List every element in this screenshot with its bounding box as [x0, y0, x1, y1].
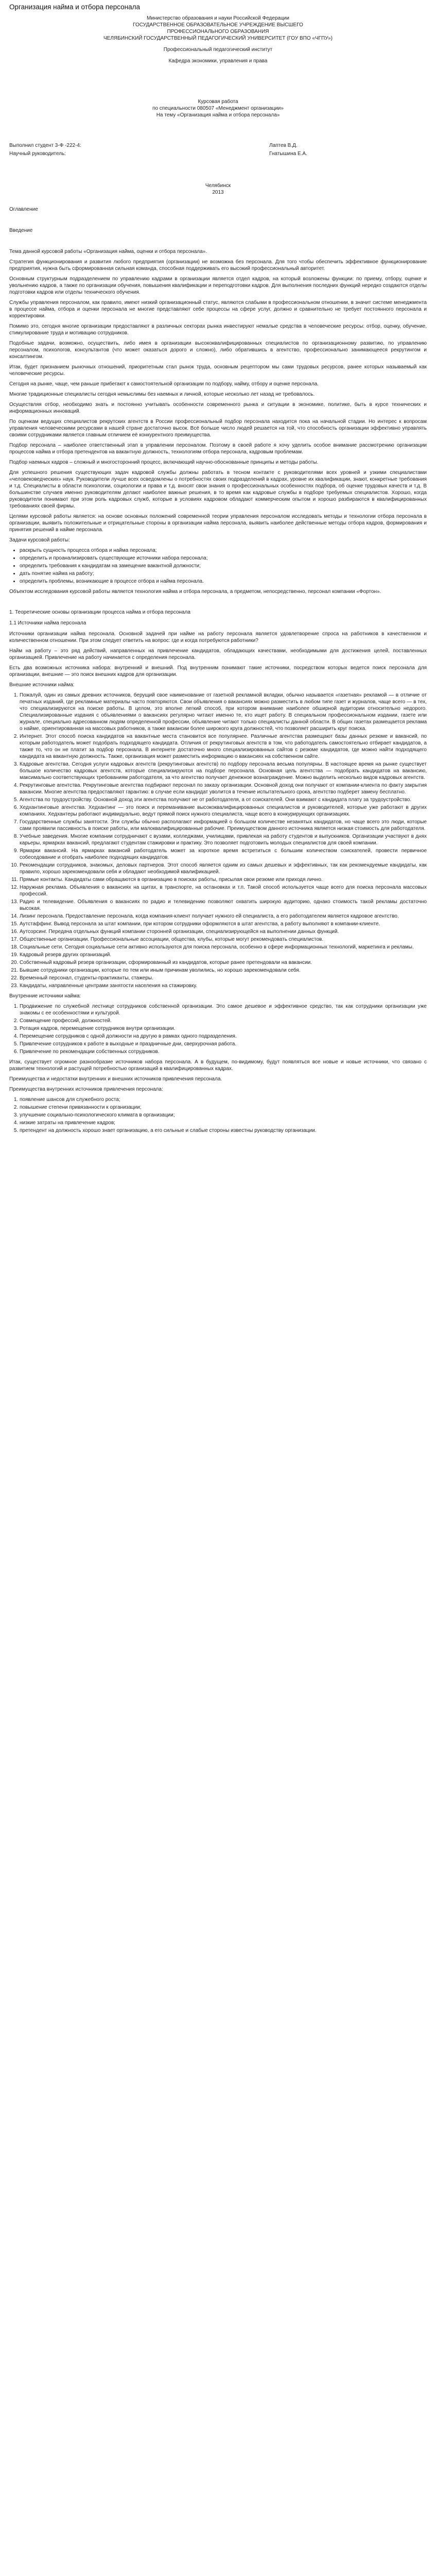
ministry-line: Министерство образования и науки Российской Федерации: [147, 15, 289, 21]
list-item: 2. Интернет. Этот способ поиска кандидатов на вакантные места становится все популярнее. Различные агентства размещают базы данных резюме и вакансий, по которым работодатель может подобрать подходящего кандидата. Отличия от рекрутинговых агентств в том, что работодатель самостоятельно отбирает кандидатов, а также то, что он не платит за подбор персонала. В интернете достаточно много специализированных сайтов с резюме кандидатов, где можно найти подходящего кандидата на вакантную должность. Также, организация может разместить информацию о вакансиях на собственном сайте.: [20, 733, 427, 760]
list-item: • определить проблемы, возникающие в процессе отбора и найма персонала.: [20, 578, 427, 585]
advantages-list: [9, 1096, 427, 1134]
list-item: 18. Социальные сети. Сегодня социальные сети активно используются для поиска персонала, особенно в сфере информационных технологий, маркетинга и рекламы.: [20, 944, 427, 951]
document-title: Организация найма и отбора персонала: [9, 3, 140, 11]
chapter-paragraph: Есть два возможных источника набора: внутренний и внешний. Под внутренним понимают такие источники, посредством которых ведется поиск персонала для организации, внешние — это поиск внешних кадров для организации.: [9, 665, 427, 677]
advisor-label: Научный руководитель:: [9, 151, 66, 157]
list-item: • определить и проанализировать существующие источники набора персонала;: [20, 555, 427, 562]
city-line: Челябинск: [205, 183, 231, 189]
advisor-row: [9, 150, 427, 157]
list-item: 5. претендент на должность хорошо знает организацию, а его сильные и слабые стороны известны руководству организации.: [20, 1127, 427, 1134]
chapter-section: [9, 609, 427, 1134]
list-item: 4. Рекрутинговые агентства. Рекрутинговые агентства подбирают персонал по заказу организации. Основной доход они получают от компании-клиента по факту закрытия вакансии. Многие агентства предоставляют гарантию: в случае если кандидат уволится в течение испытательного срока, агентство подберет замену бесплатно.: [20, 782, 427, 795]
list-item: • определить требования к кандидатам на замещение вакантной должности;: [20, 563, 427, 569]
department-line: Кафедра экономики, управления и права: [168, 58, 268, 64]
list-item: 20. Собственный кадровый резерв организации, сформированный из кандидатов, которые ранее претендовали на вакансии.: [20, 959, 427, 966]
intro-paragraph: Стратегия функционирования и развития любого предприятия (организации) не возможна без персонала. Для того чтобы обеспечить эффективное функционирование предприятия, нужна быть сформированная сильная команда, способная поддерживать его высокий профессиональный авторитет.: [9, 259, 427, 272]
list-item: 23. Кандидаты, направленные центрами занятости населения на стажировку.: [20, 982, 427, 989]
list-item: 6. Привлечение по рекомендации собственных сотрудников.: [20, 1048, 427, 1055]
list-item: 5. Привлечение сотрудников к работе в выходные и праздничные дни, сверхурочная работа.: [20, 1041, 427, 1047]
advantages-label: Преимущества внутренних источников привлечения персонала:: [9, 1087, 163, 1092]
external-sources-label: Внешние источники найма:: [9, 682, 75, 688]
intro-paragraph: Целями курсовой работы является: на основе основных положений современной теории управления персоналом исследовать методы и технологии отбора персонала в организации, выявить положительные и отрицательные стороны в организации найма персонала, выявить наиболее действенные методы отбора кадров, формирования и принятия решений в найме персонала.: [9, 514, 427, 533]
student-row: [9, 142, 427, 149]
internal-sources-label: Внутренние источники найма:: [9, 993, 81, 999]
chapter-paragraph: Найм на работу – это ряд действий, направленных на привлечение кандидатов, обладающих качествами, необходимыми для достижения целей, поставленных организацией. Привлечение на работу начинается с определения персонала.: [9, 648, 427, 660]
list-item: 11. Прямые контакты. Кандидаты сами обращаются в организацию в поисках работы, присылая свои резюме или приходя лично.: [20, 876, 427, 883]
list-item: 15. Аутстаффинг. Вывод персонала за штат компании, при котором сотрудники оформляются в штат агентства, а работу выполняют в компании-клиенте.: [20, 921, 427, 927]
student-name: Лаптев В.Д.: [269, 143, 298, 148]
topic-line: На тему «Организация найма и отбора персонала»: [156, 112, 280, 118]
list-item: 2. повышение степени привязанности к организации;: [20, 1104, 427, 1111]
list-item: 1. Продвижение по служебной лестнице сотрудников собственной организации. Это самое дешевое и эффективное средство, так как сотрудники организации уже знакомы с ее особенностями и культурой.: [20, 1003, 427, 1016]
closing-paragraph: Преимущества и недостатки внутренних и внешних источников привлечения персонала.: [9, 1076, 222, 1082]
list-item: 17. Общественные организации. Профессиональные ассоциации, общества, клубы, которые могут рекомендовать специалистов.: [20, 936, 427, 943]
institution-line-2: ПРОФЕССИОНАЛЬНОГО ОБРАЗОВАНИЯ: [167, 29, 269, 35]
list-item: 1. появление шансов для служебного роста;: [20, 1096, 427, 1103]
chapter-paragraph: Источники организации найма персонала. Основной задачей при найме на работу персонала является удовлетворение спроса на работников в качественном и количественном отношении. При этом следует ответить на вопрос: где и когда потребуются работники?: [9, 631, 427, 643]
list-item: 19. Кадровый резерв других организаций.: [20, 952, 427, 958]
list-item: 3. Кадровые агентства. Сегодня услуги кадровых агентств (рекрутинговых агентств) по подбору персонала весьма популярны. В настоящее время на рынке существует большое количество кадровых агентств, которые специализируются на подборе персонала. Основная цель агентства — подобрать кандидатов на вакансию, максимально соответствующих требованиям работодателя, за что агентство получает денежное вознаграждение. Можно выделить несколько видов кадровых агентств.: [20, 761, 427, 781]
tasks-intro: Задачи курсовой работы:: [9, 537, 70, 543]
intro-paragraph: Подбор наемных кадров – сложный и многосторонний процесс, включающий научно-обоснованные принципы и методы работы.: [9, 460, 319, 465]
intro-paragraph: Многие традиционные специалисты сегодня немыслимы без наемных и личной, которые несколько лет назад не требовалось.: [9, 392, 315, 397]
list-item: 21. Бывшие сотрудники организации, которые по тем или иным причинам уволились, но хорошо зарекомендовали себя.: [20, 967, 427, 974]
list-item: 3. Ротация кадров, перемещение сотрудников внутри организации.: [20, 1025, 427, 1032]
list-item: 16. Аутсорсинг. Передача отдельных функций компании сторонней организации, специализирующейся на выполнении данных функций.: [20, 928, 427, 935]
list-item: 7. Государственные службы занятости. Эти службы обычно располагают информацией о большом количестве незанятых кандидатов, но чаще всего это люди, которые сами проявили пассивность в поиске работы, или малоквалифицированные рабочие. Преимуществом данного источника является низкая стоимость для работодателя.: [20, 819, 427, 832]
chapter-heading: 1. Теоретические основы организации процесса найма и отбора персонала: [9, 609, 190, 615]
specialty-line: по специальности 080507 «Менеджмент организации»: [152, 106, 284, 111]
intro-paragraph: Подбор персонала – наиболее ответственный этап в управлении персоналом. Поэтому в своей работе я хочу уделить особое внимание рассмотрению организации процессов найма и отбора претендентов на вакантную должность, технологиям отбора персонала, кадровым проблемам.: [9, 443, 427, 455]
intro-paragraph: Сегодня на рынке, чаще, чем раньше прибегают к самостоятельной организации по подбору, найму, отбору и оценке персонала.: [9, 381, 319, 387]
advisor-name: Гнатышина Е.А.: [269, 151, 307, 157]
intro-section: [9, 248, 427, 595]
list-item: 22. Временный персонал, студенты-практиканты, стажеры.: [20, 975, 427, 981]
university-line: ЧЕЛЯБИНСКИЙ ГОСУДАРСТВЕННЫЙ ПЕДАГОГИЧЕСКИЙ УНИВЕРСИТЕТ (ГОУ ВПО «ЧГПУ»): [103, 36, 333, 41]
intro-heading: Введение: [9, 228, 33, 233]
intro-paragraph: Для успешного решения существующих задач кадровой службы должны работать в тесном контакте с руководителями всех уровней и узкими специалистами «человековедческих» наук. Руководители лучше всех осведомлены о потребностях своих подразделений в кадрах, уровне их квалификации, знают, конкретные требования и т.д. Специалисты в области психологии, социологии и права и т.д. вносят свои знания о профессиональных особенностях подбора, об оценке трудовых качеств и т.д. В большинстве случаев именно руководителям делают наиболее важные решения, в то время как кадровые службы в подборе требуемых специалистов. Хорошо, когда руководители понимают при этом роль кадровых служб, которые в условиях кадровом обладают коммерческим опытом и хорошо разбираются в квалифицированных требованиях своей фирмы.: [9, 470, 427, 509]
intro-paragraph: Службы управления персоналом, как правило, имеют низкий организационный статус, являются слабыми в профессиональном отношении, в значит системе менеджмента в процессе найма, отбора и оценки персонала не многие представляют себе процессы на сфере услуг, должно и сравнительно не требует постоянного персонала и корректировки.: [9, 300, 427, 319]
list-item: 8. Учебные заведения. Многие компании сотрудничают с вузами, колледжами, училищами, привлекая на работу студентов и выпускников. Организации участвуют в днях карьеры, ярмарках вакансий, предлагают студентам стажировки и практику. Это позволяет подготовить молодых специалистов для своей компании.: [20, 833, 427, 846]
intro-paragraph: По оценкам ведущих специалистов рекрутских агентств в России профессиональный подбор персонала находится пока на начальной стадии. Но интерес к вопросам управления человеческими ресурсами в нашей стране достаточно высок. Всё больше число людей решается на той, что способность организации эффективно управлять своими сотрудниками является главным отличием её конкурентного преимущества.: [9, 419, 427, 438]
intro-paragraph: Осуществляя отбор, необходимо знать и постоянно учитывать особенности современного рынка и ситуации в экономике, политике, быть в курсе технических и информационных инноваций.: [9, 402, 427, 414]
student-label: Выполнил студент 3-Ф -222-4:: [9, 143, 81, 148]
list-item: 1. Пожалуй, один из самых древних источников, берущий свое наименование от газетной рекламной вкладки, обычно называется «газетная» рекламой — в отличие от печатных изданий, где рекламные материалы часто повторяются. Свои объявления о вакансиях можно разместить в любом типе газет и журналов, чаще всего — в тех, что специализируются на поиске работы. В целом, это вполне легкий способ, при котором внимание наиболее обширной аудитории относительно недорого. Специализированные издания с объявлениями о вакансиях регулярно читают именно те, кто ищет работу. В специальном профессиональном издании, газете или журнале, специально адресованном людям определенной профессии, объявление читают только специалисты данной области. В общих газетах размещается реклама о найме, ориентированная на массовых работников, а также вакансии более широкого круга должностей, что позволяет расширить круг поиска.: [20, 692, 427, 732]
list-item: 9. Ярмарки вакансий. На ярмарках вакансий работодатель может за короткое время встретиться с большим количеством соискателей, провести первичное собеседование и отобрать наиболее подходящих кандидатов.: [20, 848, 427, 861]
institution-line-1: ГОСУДАРСТВЕННОЕ ОБРАЗОВАТЕЛЬНОЕ УЧРЕЖДЕНИЕ ВЫСШЕГО: [133, 22, 303, 28]
title-page-header: [9, 15, 427, 64]
tasks-list: [9, 547, 427, 585]
intro-paragraph: Тема данной курсовой работы «Организация найма, оценки и отбора персонала».: [9, 249, 207, 255]
intro-paragraph: Помимо это, сегодня многие организации предоставляют в различных секторах рынка инвестируют немалые средства в человеческие ресурсы: отбор, оценку, обучение, стимулирование труда и мотивацию сотрудников.: [9, 324, 427, 336]
list-item: 14. Лизинг персонала. Предоставление персонала, когда компания-клиент получает нужного ей специалиста, а его работодателем является кадровое агентство.: [20, 913, 427, 920]
intro-paragraph: Основным структурным подразделением по управлению кадрами в организации является отдел кадров, на который возложены функции: по приему, отбору, оценке и увольнению кадров, а также по организации обучения, повышения квалификации и переподготовки кадров. Для выполнения последних функций нередко создаются отделы подготовки кадров или отделы технического обучения.: [9, 276, 427, 295]
faculty-line: Профессиональный педагогический институт: [163, 47, 273, 53]
list-item: 13. Радио и телевидение. Объявления о вакансиях по радио и телевидению позволяют охватить широкую аудиторию, однако стоимость такой рекламы достаточно высокая.: [20, 899, 427, 912]
list-item: 12. Наружная реклама. Объявления о вакансиях на щитах, в транспорте, на остановках и т.п. Такой способ используется чаще всего для поиска персонала массовых профессий.: [20, 884, 427, 897]
toc-heading: Оглавление: [9, 207, 38, 212]
object-paragraph: Объектом исследования курсовой работы является технология найма и отбора персонала, а предметом, непосредственно, персонал компании «Фортон».: [9, 589, 381, 595]
list-item: 2. Совмещение профессий, должностей.: [20, 1018, 427, 1024]
work-type: Курсовая работа: [198, 99, 238, 105]
closing-paragraph: Итак, существует огромное разнообразие источников набора персонала. А в будущем, по-видимому, будут появляться все новые и новые источники, что связано с развитием технологий и растущей потребностью организаций в квалифицированных кадрах.: [9, 1059, 427, 1072]
list-item: 3. улучшение социально-психологического климата в организации;: [20, 1112, 427, 1118]
list-item: 4. Перемещение сотрудников с одной должности на другую в рамках одного подразделения.: [20, 1033, 427, 1040]
internal-sources-list: [9, 1003, 427, 1055]
list-item: • раскрыть сущность процесса отбора и найма персонала;: [20, 547, 427, 554]
intro-paragraph: Подобные задачи, возможно, осуществить, либо имея в организации высококвалифицированных специалистов по организационному развитию, по управлению персоналом, психологов, консультантов (что может оказаться дорого и сложно), либо обратившись в агентство, профессионально занимающееся рекрутингом и консалтингом.: [9, 341, 427, 360]
list-item: 10. Рекомендации сотрудников, знакомых, деловых партнеров. Этот способ является одним из самых дешевых и эффективных, так как рекомендуемые кандидаты, как правило, хорошо зарекомендовали себя и обладают необходимой квалификацией.: [20, 862, 427, 875]
list-item: 5. Агентства по трудоустройству. Основной доход эти агентства получают не от работодателя, а от соискателей. Они взимают с кандидата плату за трудоустройство.: [20, 796, 427, 803]
list-item: 6. Хедхантинговые агентства. Хедхантинг — это поиск и переманивание высококвалифицированных специалистов и руководителей, которые уже работают в других компаниях. Хедхантеры работают индивидуально, ведут прямой поиск нужного специалиста, чаще всего в конкурирующих организациях.: [20, 804, 427, 818]
year-line: 2013: [212, 190, 224, 195]
intro-paragraph: Итак, будет признанием рыночных отношений, приоритетным стал рынок труда, основным рецептором мы сами трудовых ресурсов, ранее которых называемый как человеческие ресурсы.: [9, 364, 427, 377]
chapter-subheading: 1.1 Источники найма персонала: [9, 620, 86, 626]
list-item: 4. низкие затраты на привлечение кадров;: [20, 1120, 427, 1126]
list-item: • дать понятие найма на работу;: [20, 570, 427, 577]
external-sources-list: [9, 692, 427, 989]
